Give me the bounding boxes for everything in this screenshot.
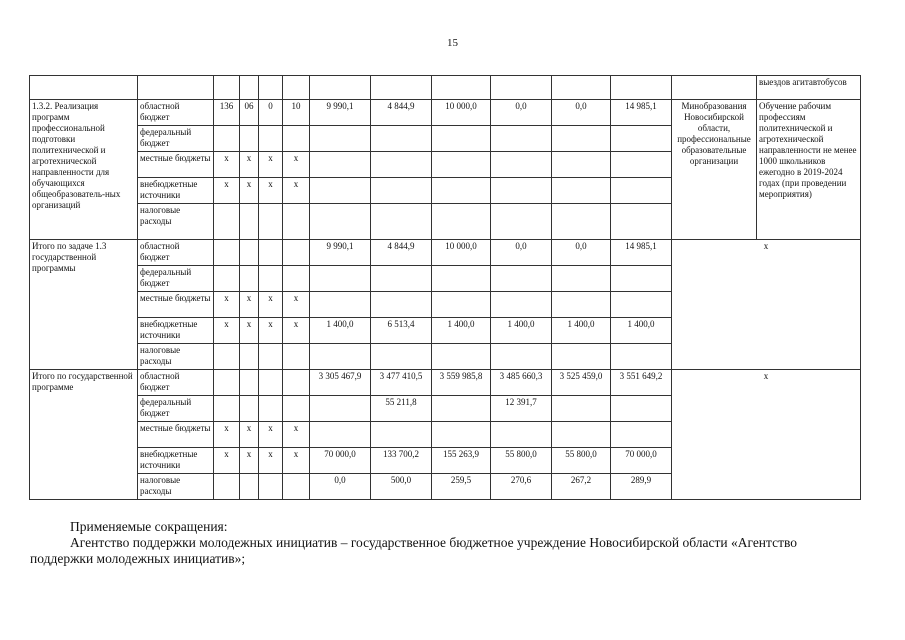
code-cell [283,126,310,152]
code-cell [259,240,283,266]
value-cell [491,266,552,292]
code-cell [214,240,240,266]
value-cell: 70 000,0 [310,448,371,474]
code-cell [283,344,310,370]
code-cell: х [259,318,283,344]
code-cell [214,126,240,152]
code-cell: х [283,318,310,344]
empty-cell [30,76,138,100]
value-cell: 133 700,2 [371,448,432,474]
empty-cell [240,76,259,100]
value-cell [310,396,371,422]
value-cell [310,344,371,370]
code-cell: х [283,422,310,448]
code-cell [259,344,283,370]
code-cell: х [240,178,259,204]
budget-table [29,75,861,500]
code-cell [214,370,240,396]
code-cell [240,370,259,396]
code-cell: х [259,292,283,318]
code-cell: 10 [283,100,310,126]
funding-source-cell: внебюджетные источники [138,318,214,344]
value-cell [552,178,611,204]
code-cell [283,396,310,422]
abbreviations-block [30,519,880,567]
value-cell: 3 305 467,9 [310,370,371,396]
event-name-cell: Итого по задаче 1.3 государственной программы [30,240,138,370]
code-cell [240,266,259,292]
code-cell [259,204,283,240]
value-cell [371,292,432,318]
value-cell [611,292,672,318]
value-cell: 70 000,0 [611,448,672,474]
empty-cell [611,76,672,100]
value-cell: 1 400,0 [432,318,491,344]
abbreviation-line-2: поддержки молодежных инициатив»; [30,551,246,566]
code-cell: х [240,292,259,318]
value-cell [371,152,432,178]
result-cell: Обучение рабочим профессиям политехнической и агротехнической направленности не менее 1000 школьников ежегодно в 2019-2024 годах (при проведении мероприятия) [757,100,861,240]
funding-source-cell: налоговые расходы [138,474,214,500]
table-row [30,370,861,396]
funding-source-cell: областной бюджет [138,240,214,266]
code-cell: х [214,152,240,178]
code-cell [283,370,310,396]
value-cell [491,178,552,204]
code-cell: х [259,448,283,474]
value-cell [371,126,432,152]
value-cell: 3 525 459,0 [552,370,611,396]
code-cell [240,126,259,152]
code-cell [259,474,283,500]
value-cell: 267,2 [552,474,611,500]
funding-source-cell: местные бюджеты [138,422,214,448]
value-cell [611,178,672,204]
value-cell [552,396,611,422]
funding-source-cell: внебюджетные источники [138,448,214,474]
empty-cell [214,76,240,100]
code-cell [259,266,283,292]
code-cell [240,474,259,500]
empty-cell [371,76,432,100]
value-cell [432,396,491,422]
empty-cell [672,76,757,100]
code-cell [259,126,283,152]
code-cell: 136 [214,100,240,126]
value-cell: 0,0 [491,240,552,266]
code-cell [240,344,259,370]
funding-source-cell: местные бюджеты [138,292,214,318]
value-cell [371,178,432,204]
value-cell: 1 400,0 [611,318,672,344]
value-cell [611,152,672,178]
value-cell [491,422,552,448]
value-cell: 0,0 [552,240,611,266]
value-cell: 55 800,0 [552,448,611,474]
code-cell: 06 [240,100,259,126]
value-cell [552,152,611,178]
value-cell: 289,9 [611,474,672,500]
executor-cell: Минобразования Новосибирской области, профессиональные образовательные организации [672,100,757,240]
value-cell [310,266,371,292]
event-name-cell: Итого по государственной программе [30,370,138,500]
value-cell [611,344,672,370]
value-cell: 500,0 [371,474,432,500]
result-cell: выездов агитавтобусов [757,76,861,100]
code-cell [240,240,259,266]
abbreviations-heading: Применяемые сокращения: [70,519,228,534]
funding-source-cell: областной бюджет [138,100,214,126]
code-cell [214,396,240,422]
value-cell [611,396,672,422]
value-cell: 10 000,0 [432,100,491,126]
value-cell [552,126,611,152]
value-cell [310,152,371,178]
value-cell [310,178,371,204]
code-cell [214,344,240,370]
value-cell: 1 400,0 [552,318,611,344]
value-cell [371,204,432,240]
value-cell [371,422,432,448]
code-cell [283,474,310,500]
value-cell [310,292,371,318]
empty-cell [138,76,214,100]
code-cell [259,370,283,396]
code-cell: х [240,448,259,474]
value-cell [611,266,672,292]
empty-cell [283,76,310,100]
value-cell [310,422,371,448]
value-cell: 9 990,1 [310,240,371,266]
code-cell: х [259,422,283,448]
code-cell [240,396,259,422]
code-cell: х [214,448,240,474]
value-cell [491,292,552,318]
code-cell: х [283,292,310,318]
value-cell [491,152,552,178]
value-cell [491,204,552,240]
funding-source-cell: внебюджетные источники [138,178,214,204]
table-row-top [30,76,861,100]
code-cell: х [240,422,259,448]
value-cell [432,152,491,178]
code-cell: х [214,178,240,204]
value-cell: 4 844,9 [371,100,432,126]
value-cell: 259,5 [432,474,491,500]
value-cell: 55 800,0 [491,448,552,474]
value-cell [611,422,672,448]
table-row [30,240,861,266]
code-cell: х [283,448,310,474]
funding-source-cell: налоговые расходы [138,344,214,370]
code-cell: х [214,292,240,318]
code-cell [214,204,240,240]
value-cell [611,204,672,240]
value-cell [611,126,672,152]
code-cell [283,240,310,266]
value-cell [491,126,552,152]
value-cell [552,266,611,292]
value-cell: 55 211,8 [371,396,432,422]
value-cell: 270,6 [491,474,552,500]
code-cell: 0 [259,100,283,126]
value-cell: 0,0 [310,474,371,500]
value-cell: 3 551 649,2 [611,370,672,396]
page-number: 15 [447,37,458,49]
empty-cell [259,76,283,100]
result-cell: х [672,240,861,370]
code-cell: х [214,318,240,344]
value-cell: 12 391,7 [491,396,552,422]
code-cell [240,204,259,240]
value-cell [552,344,611,370]
event-name-cell: 1.3.2. Реализация программ профессиональной подготовки политехнической и агротехнической направленности для обучающихся общеобразователь-ных организаций [30,100,138,240]
abbreviation-line-1: Агентство поддержки молодежных инициатив – государственное бюджетное учреждение Новосибирской области «Агентство [70,535,798,550]
value-cell: 4 844,9 [371,240,432,266]
value-cell: 1 400,0 [491,318,552,344]
code-cell: х [283,152,310,178]
value-cell: 3 477 410,5 [371,370,432,396]
value-cell [432,126,491,152]
value-cell [432,266,491,292]
value-cell [371,344,432,370]
empty-cell [432,76,491,100]
value-cell: 0,0 [552,100,611,126]
code-cell [283,204,310,240]
value-cell [552,422,611,448]
value-cell: 155 263,9 [432,448,491,474]
code-cell: х [240,152,259,178]
code-cell: х [214,422,240,448]
value-cell [310,204,371,240]
funding-source-cell: налоговые расходы [138,204,214,240]
code-cell [214,474,240,500]
value-cell: 1 400,0 [310,318,371,344]
code-cell [283,266,310,292]
value-cell [432,422,491,448]
funding-source-cell: федеральный бюджет [138,126,214,152]
value-cell [491,344,552,370]
code-cell: х [240,318,259,344]
code-cell [214,266,240,292]
code-cell [259,396,283,422]
code-cell: х [259,152,283,178]
empty-cell [310,76,371,100]
value-cell [432,344,491,370]
value-cell: 9 990,1 [310,100,371,126]
code-cell: х [283,178,310,204]
funding-source-cell: федеральный бюджет [138,396,214,422]
value-cell: 14 985,1 [611,240,672,266]
value-cell: 3 485 660,3 [491,370,552,396]
funding-source-cell: местные бюджеты [138,152,214,178]
value-cell [552,292,611,318]
value-cell [432,292,491,318]
code-cell: х [259,178,283,204]
funding-source-cell: областной бюджет [138,370,214,396]
value-cell: 14 985,1 [611,100,672,126]
value-cell [432,204,491,240]
value-cell [371,266,432,292]
value-cell [552,204,611,240]
value-cell: 3 559 985,8 [432,370,491,396]
value-cell: 0,0 [491,100,552,126]
value-cell: 6 513,4 [371,318,432,344]
result-cell: х [672,370,861,500]
table-row [30,100,861,126]
funding-source-cell: федеральный бюджет [138,266,214,292]
empty-cell [491,76,552,100]
value-cell [310,126,371,152]
value-cell: 10 000,0 [432,240,491,266]
value-cell [432,178,491,204]
empty-cell [552,76,611,100]
